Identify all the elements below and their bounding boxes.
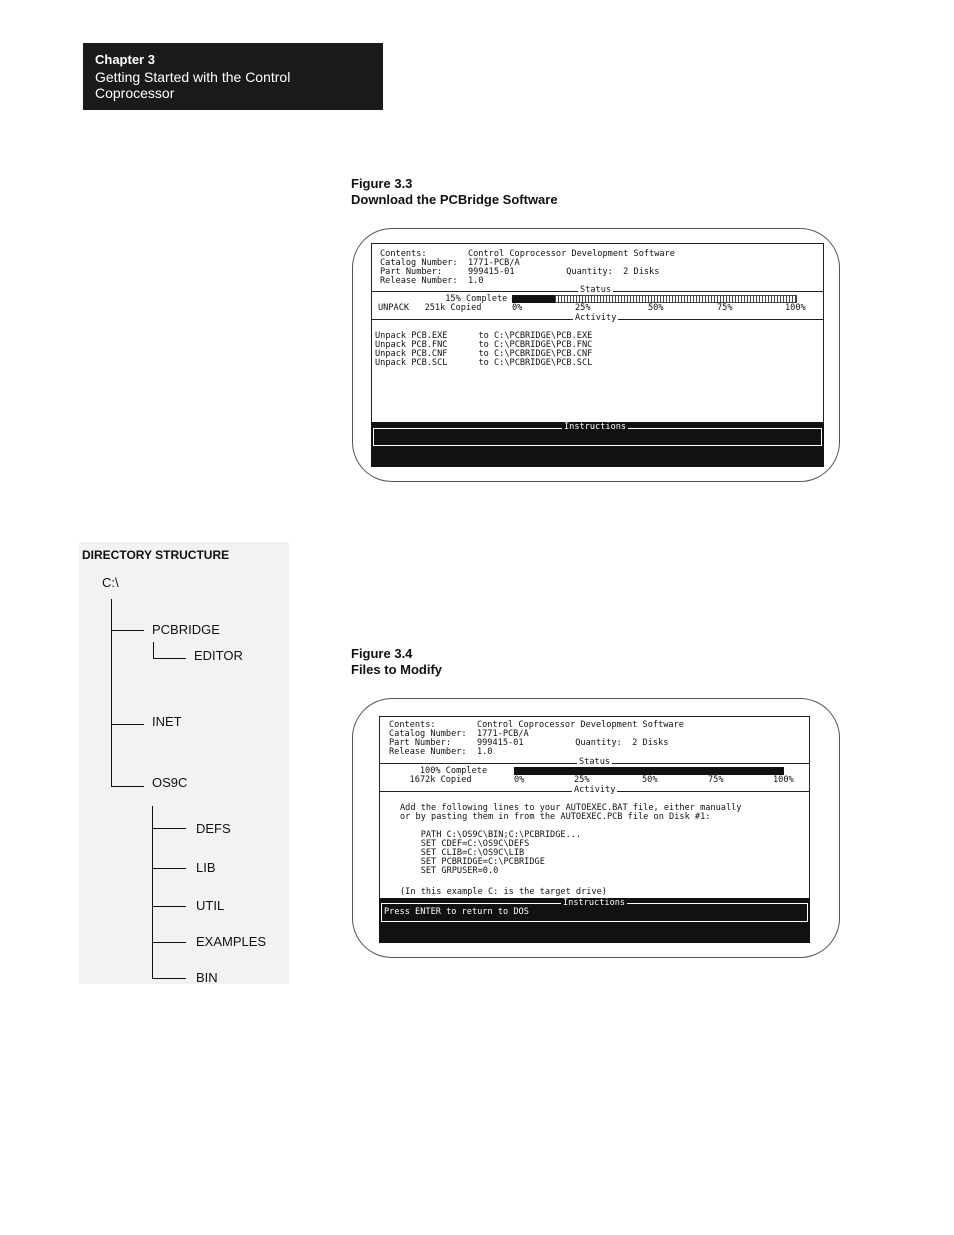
activity-line: Unpack PCB.EXE to C:\PCBRIDGE\PCB.EXE [375, 331, 593, 341]
figure-title-2: Files to Modify [351, 662, 442, 677]
dir-root: C:\ [102, 575, 119, 590]
info-line: Contents: Control Coprocessor Development Software [380, 249, 675, 259]
dir-os9c: OS9C [152, 775, 188, 790]
tree-line [153, 642, 154, 658]
activity-line: SET GRPUSER=0.0 [400, 866, 499, 876]
figure-number-2: Figure 3.4 [351, 646, 413, 661]
scale-25: 25% [574, 775, 590, 785]
tree-line [152, 942, 186, 943]
chapter-title: Getting Started with the Control Coprocessor [95, 69, 291, 101]
activity-line: SET CLIB=C:\OS9C\LIB [400, 848, 525, 858]
dir-inet: INET [152, 714, 182, 729]
tree-line [152, 978, 186, 979]
dir-util: UTIL [196, 898, 225, 913]
chapter-number: Chapter 3 [95, 52, 155, 67]
scale-0: 0% [514, 775, 525, 785]
dir-defs: DEFS [196, 821, 231, 836]
scale-100: 100% [773, 775, 794, 785]
tree-line [152, 906, 186, 907]
activity-line: or by pasting them in from the AUTOEXEC.PCB file on Disk #1: [400, 812, 711, 822]
dir-examples: EXAMPLES [196, 934, 267, 949]
figure-caption-2 [351, 646, 442, 678]
scale-50: 50% [642, 775, 658, 785]
progress-bar-track [512, 295, 797, 303]
figure-caption-1 [351, 176, 558, 208]
copied-line: UNPACK 251k Copied [378, 303, 482, 313]
directory-title: DIRECTORY STRUCTURE [82, 548, 230, 562]
status-label: Status [580, 285, 612, 295]
progress-bar-fill [512, 295, 555, 303]
tree-line [152, 868, 186, 869]
status-label: Status [579, 757, 611, 767]
instructions-label: Instructions [563, 898, 626, 908]
dir-editor: EDITOR [194, 648, 243, 663]
tree-line [153, 658, 186, 659]
terminal-screen-2 [379, 716, 810, 943]
dir-lib: LIB [196, 860, 216, 875]
tree-line [152, 828, 186, 829]
progress-bar-fill [514, 767, 784, 775]
activity-line: Unpack PCB.CNF to C:\PCBRIDGE\PCB.CNF [375, 349, 593, 359]
copied-line: 1672k Copied [394, 775, 472, 785]
instructions-text: Press ENTER to return to DOS [384, 907, 529, 917]
tree-line [111, 599, 112, 787]
scale-75: 75% [717, 303, 733, 313]
info-line: Part Number: 999415-01 Quantity: 2 Disks [389, 738, 669, 748]
dir-bin: BIN [196, 970, 218, 985]
info-line: Catalog Number: 1771-PCB/A [389, 729, 529, 739]
instructions-label: Instructions [564, 422, 627, 432]
figure-number-1: Figure 3.3 [351, 176, 413, 191]
scale-75: 75% [708, 775, 724, 785]
scale-0: 0% [512, 303, 523, 313]
directory-structure-panel [79, 542, 289, 984]
tree-line [111, 630, 144, 631]
activity-line: Unpack PCB.SCL to C:\PCBRIDGE\PCB.SCL [375, 358, 593, 368]
tree-line [152, 806, 153, 978]
progress-line: 15% Complete [378, 294, 508, 304]
info-line: Catalog Number: 1771-PCB/A [380, 258, 520, 268]
scale-25: 25% [575, 303, 591, 313]
dir-pcbridge: PCBRIDGE [152, 622, 220, 637]
activity-line: PATH C:\OS9C\BIN;C:\PCBRIDGE... [400, 830, 582, 840]
activity-line: Unpack PCB.FNC to C:\PCBRIDGE\PCB.FNC [375, 340, 593, 350]
info-line: Contents: Control Coprocessor Development Software [389, 720, 684, 730]
figure-title-1: Download the PCBridge Software [351, 192, 558, 207]
activity-line: (In this example C: is the target drive) [400, 887, 607, 897]
chapter-header [83, 43, 383, 110]
activity-line: SET CDEF=C:\OS9C\DEFS [400, 839, 530, 849]
info-line: Release Number: 1.0 [380, 276, 484, 286]
tree-line [111, 786, 144, 787]
scale-100: 100% [785, 303, 806, 313]
activity-label: Activity [575, 313, 617, 323]
info-line: Release Number: 1.0 [389, 747, 493, 757]
tree-line [111, 724, 144, 725]
scale-50: 50% [648, 303, 664, 313]
info-line: Part Number: 999415-01 Quantity: 2 Disks [380, 267, 660, 277]
terminal-screen-1 [371, 243, 824, 467]
activity-line: SET PCBRIDGE=C:\PCBRIDGE [400, 857, 545, 867]
activity-label: Activity [574, 785, 616, 795]
progress-line: 100% Complete [394, 766, 488, 776]
activity-line: Add the following lines to your AUTOEXEC.BAT file, either manually [400, 803, 742, 813]
